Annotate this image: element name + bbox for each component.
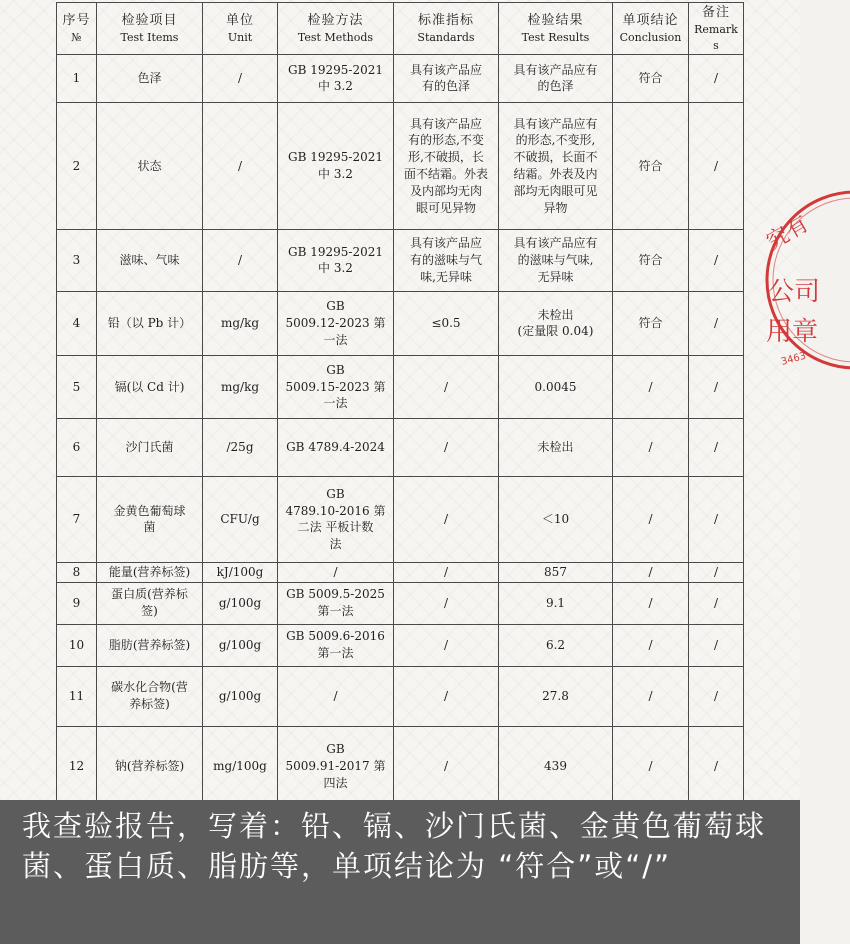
cell-seq: 1 — [57, 54, 97, 102]
cell-conclusion: / — [613, 624, 689, 666]
cell-item: 碳水化合物(营 养标签) — [97, 666, 203, 726]
cell-remark: / — [689, 54, 744, 102]
cell-standard: / — [394, 562, 499, 582]
cell-method: GB 5009.91-2017 第 四法 — [278, 726, 394, 806]
cell-item: 滋味、气味 — [97, 229, 203, 291]
cell-standard: / — [394, 726, 499, 806]
cell-standard: / — [394, 476, 499, 562]
cell-seq: 11 — [57, 666, 97, 726]
cell-remark: / — [689, 562, 744, 582]
cell-seq: 10 — [57, 624, 97, 666]
cell-unit: g/100g — [203, 666, 278, 726]
cell-unit: g/100g — [203, 624, 278, 666]
cell-standard: 具有该产品应 有的色泽 — [394, 54, 499, 102]
cell-unit: / — [203, 54, 278, 102]
table-row — [57, 418, 744, 476]
table-row — [57, 624, 744, 666]
cell-remark: / — [689, 726, 744, 806]
cell-result: 857 — [499, 562, 613, 582]
svg-text:公司: 公司 — [768, 277, 821, 307]
cell-item: 能量(营养标签) — [97, 562, 203, 582]
cell-unit: mg/100g — [203, 726, 278, 806]
cell-unit: g/100g — [203, 582, 278, 624]
cell-seq: 9 — [57, 582, 97, 624]
svg-text:用章: 用章 — [766, 317, 819, 347]
cell-seq: 7 — [57, 476, 97, 562]
cell-remark: / — [689, 582, 744, 624]
header-conclusion: 单项结论 Conclusion — [613, 3, 689, 55]
cell-standard: / — [394, 355, 499, 418]
cell-item: 色泽 — [97, 54, 203, 102]
cell-remark: / — [689, 624, 744, 666]
cell-standard: 具有该产品应 有的形态,不变 形,不破损，长 面不结霜。外表 及内部均无肉 眼可见异物 — [394, 102, 499, 229]
cell-conclusion: 符合 — [613, 54, 689, 102]
cell-item: 蛋白质(营养标 签) — [97, 582, 203, 624]
table-row — [57, 562, 744, 582]
cell-item: 镉(以 Cd 计) — [97, 355, 203, 418]
cell-result: 0.0045 — [499, 355, 613, 418]
table-row — [57, 291, 744, 355]
cell-conclusion: / — [613, 355, 689, 418]
cell-result: 具有该产品应有 的形态,不变形, 不破损，长面不 结霜。外表及内 部均无肉眼可见 异物 — [499, 102, 613, 229]
table-row — [57, 54, 744, 102]
cell-unit: mg/kg — [203, 355, 278, 418]
table-row — [57, 229, 744, 291]
cell-result: 具有该产品应有 的滋味与气味, 无异味 — [499, 229, 613, 291]
cell-conclusion: / — [613, 726, 689, 806]
cell-remark: / — [689, 229, 744, 291]
cell-remark: / — [689, 666, 744, 726]
cell-item: 钠(营养标签) — [97, 726, 203, 806]
caption-text: 我查验报告，写着：铅、镉、沙门氏菌、金黄色葡萄球菌、蛋白质、脂肪等，单项结论为 “符合”或“/” — [22, 809, 767, 883]
cell-unit: / — [203, 102, 278, 229]
cell-method: GB 19295-2021 中 3.2 — [278, 54, 394, 102]
table-row — [57, 476, 744, 562]
cell-conclusion: 符合 — [613, 102, 689, 229]
cell-method: GB 5009.15-2023 第 一法 — [278, 355, 394, 418]
cell-remark: / — [689, 476, 744, 562]
cell-seq: 4 — [57, 291, 97, 355]
cell-standard: / — [394, 418, 499, 476]
svg-text:究有: 究有 — [762, 211, 814, 256]
cell-remark: / — [689, 102, 744, 229]
cell-result: ＜10 — [499, 476, 613, 562]
cell-seq: 2 — [57, 102, 97, 229]
cell-item: 状态 — [97, 102, 203, 229]
cell-seq: 8 — [57, 562, 97, 582]
cell-seq: 12 — [57, 726, 97, 806]
cell-result: 439 — [499, 726, 613, 806]
cell-standard: / — [394, 666, 499, 726]
cell-conclusion: / — [613, 418, 689, 476]
cell-unit: mg/kg — [203, 291, 278, 355]
header-test-methods: 检验方法 Test Methods — [278, 3, 394, 55]
cell-item: 脂肪(营养标签) — [97, 624, 203, 666]
header-remarks: 备注 Remarks — [689, 3, 744, 55]
cell-method: GB 5009.6-2016 第一法 — [278, 624, 394, 666]
cell-conclusion: / — [613, 562, 689, 582]
table-row — [57, 355, 744, 418]
cell-conclusion: 符合 — [613, 229, 689, 291]
svg-text:3463: 3463 — [779, 350, 808, 368]
cell-seq: 6 — [57, 418, 97, 476]
header-test-items: 检验项目 Test Items — [97, 3, 203, 55]
cell-item: 金黄色葡萄球 菌 — [97, 476, 203, 562]
cell-result: 27.8 — [499, 666, 613, 726]
cell-item: 铅（以 Pb 计） — [97, 291, 203, 355]
test-results-table — [56, 2, 744, 807]
cell-seq: 3 — [57, 229, 97, 291]
cell-result: 9.1 — [499, 582, 613, 624]
cell-method: GB 5009.12-2023 第 一法 — [278, 291, 394, 355]
cell-method: GB 5009.5-2025 第一法 — [278, 582, 394, 624]
cell-unit: CFU/g — [203, 476, 278, 562]
table-header-row — [57, 3, 744, 55]
cell-conclusion: 符合 — [613, 291, 689, 355]
header-seq: 序号 № — [57, 3, 97, 55]
cell-item: 沙门氏菌 — [97, 418, 203, 476]
cell-standard: / — [394, 624, 499, 666]
cell-method: GB 4789.4-2024 — [278, 418, 394, 476]
cell-method: / — [278, 562, 394, 582]
cell-conclusion: / — [613, 666, 689, 726]
cell-method: / — [278, 666, 394, 726]
cell-result: 6.2 — [499, 624, 613, 666]
cell-unit: / — [203, 229, 278, 291]
cell-standard: 具有该产品应 有的滋味与气 味,无异味 — [394, 229, 499, 291]
cell-method: GB 19295-2021 中 3.2 — [278, 229, 394, 291]
official-seal-stamp — [760, 180, 850, 380]
table-row — [57, 582, 744, 624]
header-standards: 标准指标 Standards — [394, 3, 499, 55]
cell-remark: / — [689, 291, 744, 355]
table-row — [57, 666, 744, 726]
cell-result: 未检出 (定量限 0.04) — [499, 291, 613, 355]
cell-seq: 5 — [57, 355, 97, 418]
cell-standard: ≤0.5 — [394, 291, 499, 355]
table-row — [57, 102, 744, 229]
cell-conclusion: / — [613, 582, 689, 624]
cell-unit: /25g — [203, 418, 278, 476]
caption-banner — [0, 800, 800, 944]
header-unit: 单位 Unit — [203, 3, 278, 55]
cell-unit: kJ/100g — [203, 562, 278, 582]
cell-remark: / — [689, 355, 744, 418]
cell-conclusion: / — [613, 476, 689, 562]
cell-result: 未检出 — [499, 418, 613, 476]
cell-standard: / — [394, 582, 499, 624]
cell-method: GB 19295-2021 中 3.2 — [278, 102, 394, 229]
cell-result: 具有该产品应有 的色泽 — [499, 54, 613, 102]
cell-method: GB 4789.10-2016 第 二法 平板计数 法 — [278, 476, 394, 562]
cell-remark: / — [689, 418, 744, 476]
table-row — [57, 726, 744, 806]
header-test-results: 检验结果 Test Results — [499, 3, 613, 55]
